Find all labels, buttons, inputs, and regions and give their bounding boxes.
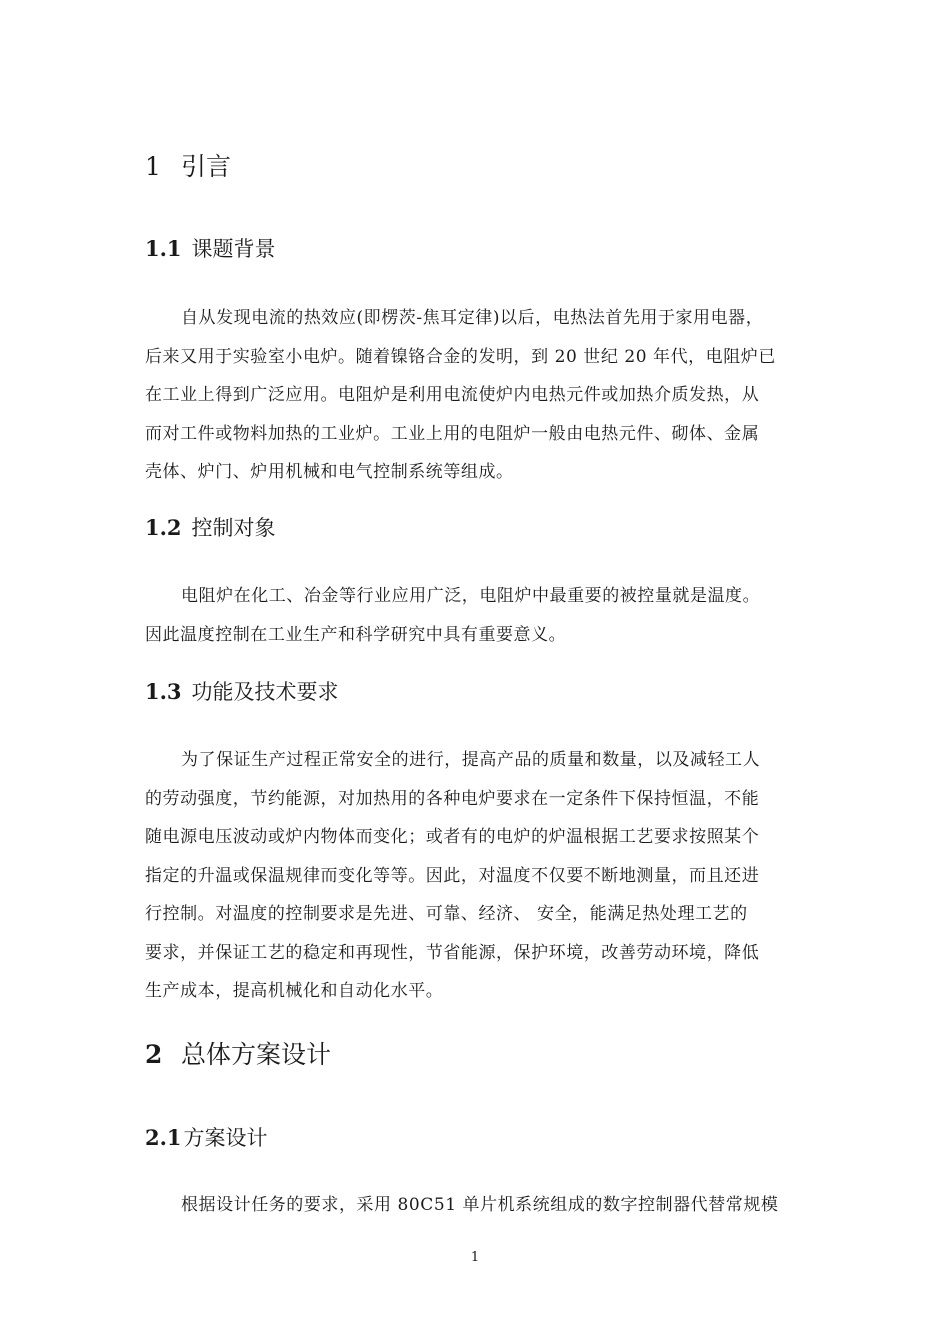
- section-1-1-paragraph: [145, 299, 809, 492]
- section-1-2-heading: [145, 513, 276, 543]
- section-title: 课题背景: [191, 237, 276, 261]
- paragraph-line: 电阻炉在化工、冶金等行业应用广泛，电阻炉中最重要的被控量就是温度。: [181, 586, 761, 606]
- section-title: 控制对象: [191, 516, 276, 540]
- section-number: 1.2: [145, 515, 182, 540]
- paragraph-line: 行控制。对温度的控制要求是先进、可靠、经济、 安全，能满足热处理工艺的: [145, 904, 748, 924]
- section-1-2-paragraph: [145, 577, 809, 654]
- section-title: 功能及技术要求: [191, 680, 339, 704]
- section-title: 方案设计: [183, 1126, 268, 1150]
- page-number: 1: [470, 1250, 480, 1265]
- paragraph-line: 壳体、炉门、炉用机械和电气控制系统等组成。: [145, 462, 514, 482]
- paragraph-line: 因此温度控制在工业生产和科学研究中具有重要意义。: [145, 624, 567, 645]
- paragraph-line: 的劳动强度，节约能源，对加热用的各种电炉要求在一定条件下保持恒温，不能: [145, 788, 760, 809]
- section-number: 1.3: [145, 679, 182, 704]
- paragraph-line: 要求，并保证工艺的稳定和再现性，节省能源，保护环境，改善劳动环境，降低: [145, 942, 760, 963]
- section-number: 2.1: [145, 1125, 182, 1150]
- section-1-3-paragraph: [145, 741, 809, 1011]
- section-number: 1.1: [145, 236, 182, 261]
- section-number: 1: [145, 152, 161, 181]
- section-1-1-heading: [145, 234, 276, 264]
- section-2-1-paragraph: [145, 1186, 809, 1225]
- paragraph-line: 随电源电压波动或炉内物体而变化；或者有的电炉的炉温根据工艺要求按照某个: [145, 827, 760, 847]
- section-1-3-heading: [145, 677, 339, 707]
- paragraph-line: 后来又用于实验室小电炉。随着镍铬合金的发明，到 20 世纪 20 年代，电阻炉已: [145, 346, 776, 367]
- section-title: 引言: [181, 152, 232, 181]
- paragraph-line: 指定的升温或保温规律而变化等等。因此，对温度不仅要不断地测量，而且还进: [145, 865, 760, 886]
- section-2-heading: [145, 1038, 331, 1072]
- paragraph-line: 在工业上得到广泛应用。电阻炉是利用电流使炉内电热元件或加热介质发热，从: [145, 385, 760, 405]
- section-1-heading: [145, 150, 231, 184]
- section-title: 总体方案设计: [181, 1040, 332, 1069]
- section-2-1-heading: [145, 1123, 268, 1153]
- paragraph-line: 而对工件或物料加热的工业炉。工业上用的电阻炉一般由电热元件、砌体、金属: [145, 423, 760, 444]
- paragraph-line: 自从发现电流的热效应(即楞茨-焦耳定律)以后，电热法首先用于家用电器，: [181, 308, 764, 328]
- paragraph-line: 根据设计任务的要求，采用 80C51 单片机系统组成的数字控制器代替常规模: [181, 1195, 779, 1215]
- section-number: 2: [145, 1040, 163, 1069]
- paragraph-line: 为了保证生产过程正常安全的进行，提高产品的质量和数量，以及减轻工人: [181, 750, 761, 770]
- paragraph-line: 生产成本，提高机械化和自动化水平。: [145, 981, 444, 1001]
